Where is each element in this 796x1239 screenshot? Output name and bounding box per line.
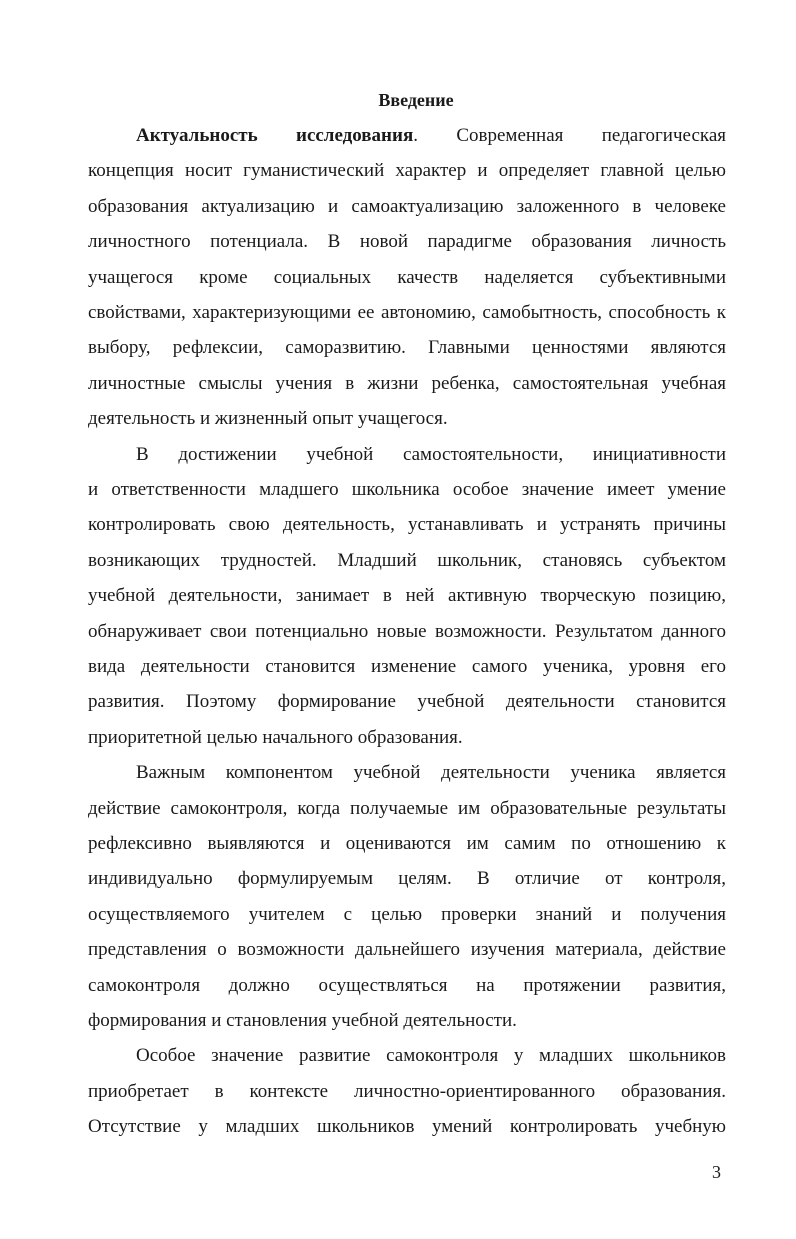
text-line: вида деятельности становится изменение самого ученика, уровня его: [88, 656, 726, 677]
text-line: деятельность и жизненный опыт учащегося.: [88, 408, 448, 430]
text-line: обнаруживает свои потенциально новые возможности. Результатом данного: [88, 620, 726, 642]
text-line: концепция носит гуманистический характер и определяет главной целью: [88, 160, 726, 182]
text-line: контролировать свою деятельность, устанавливать и устранять причины: [88, 514, 726, 536]
text-line: выбору, рефлексии, саморазвитию. Главными ценностями являются: [88, 337, 726, 359]
text-line: представления о возможности дальнейшего изучения материала, действие: [88, 939, 726, 961]
text-line: осуществляемого учителем с целью проверки знаний и получения: [88, 903, 726, 925]
text-line: формирования и становления учебной деятельности.: [88, 1010, 517, 1031]
text-line: В достижении учебной самостоятельности, инициативности: [136, 443, 726, 465]
text-line: Важным компонентом учебной деятельности ученика является: [136, 762, 726, 784]
text-line: Отсутствие у младших школьников умений контролировать учебную: [88, 1116, 726, 1138]
text-line: личностные смыслы учения в жизни ребенка, самостоятельная учебная: [88, 372, 726, 394]
lead-bold-text: Актуальность исследования: [136, 125, 414, 146]
page-number: 3: [712, 1162, 721, 1182]
text-line: развития. Поэтому формирование учебной деятельности становится: [88, 691, 726, 713]
text-line: рефлексивно выявляются и оцениваются им самим по отношению к: [88, 833, 726, 854]
text-line: учебной деятельности, занимает в ней активную творческую позицию,: [88, 585, 726, 607]
text-line: приобретает в контексте личностно-ориентированного образования.: [88, 1080, 726, 1102]
text-line: и ответственности младшего школьника особое значение имеет умение: [88, 479, 726, 500]
lead-rest-text: . Современная педагогическая: [413, 125, 726, 146]
text-line: учащегося кроме социальных качеств наделяется субъективными: [88, 266, 726, 288]
text-line: возникающих трудностей. Младший школьник, становясь субъектом: [88, 549, 726, 571]
text-line: индивидуально формулируемым целям. В отличие от контроля,: [88, 868, 726, 890]
text-line: действие самоконтроля, когда получаемые им образовательные результаты: [88, 797, 726, 819]
text-line: самоконтроля должно осуществляться на протяжении развития,: [88, 974, 726, 996]
text-line: [136, 125, 726, 147]
text-line: свойствами, характеризующими ее автономию, самобытность, способность к: [88, 302, 726, 323]
text-line: Особое значение развитие самоконтроля у младших школьников: [136, 1045, 726, 1067]
text-line: приоритетной целью начального образования.: [88, 726, 463, 748]
text-line: личностного потенциала. В новой парадигме образования личность: [88, 231, 726, 253]
text-line: образования актуализацию и самоактуализацию заложенного в человеке: [88, 195, 726, 217]
section-title: Введение: [378, 90, 454, 110]
